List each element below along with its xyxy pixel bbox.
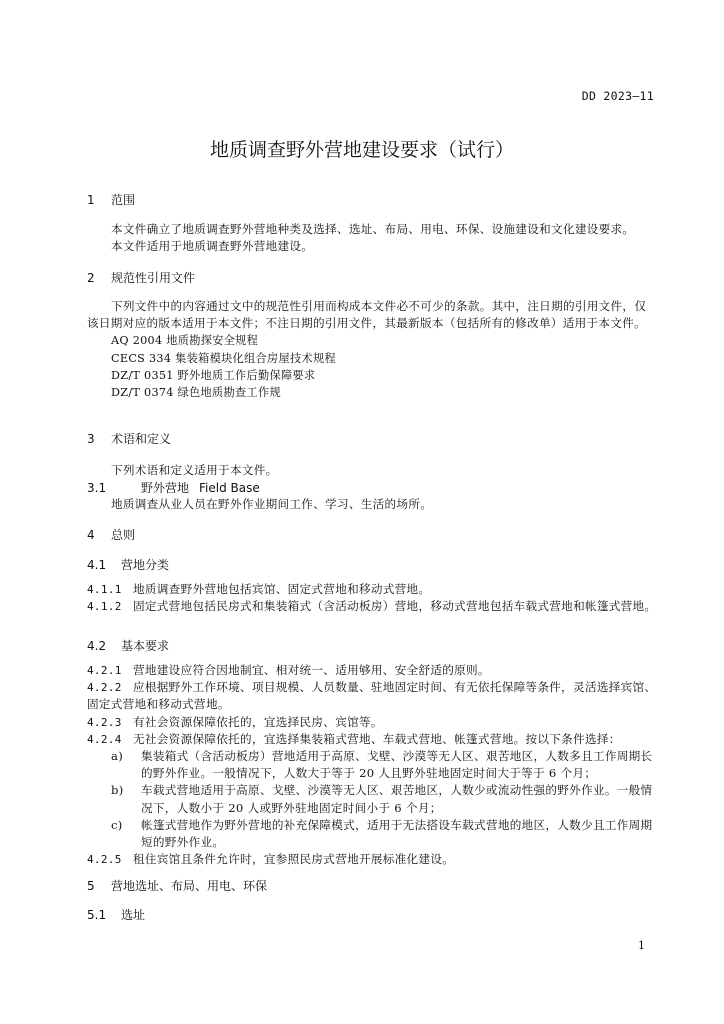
section-2-body [87,298,658,401]
list-item [87,817,658,851]
subsection-4-2-heading [87,637,658,655]
subsection-4-1-body [87,581,658,615]
reference-item: DZ/T 0374 绿色地质勘查工作规 [111,386,281,400]
clause [87,851,658,868]
reference-item: AQ 2004 地质勘探安全规程 [111,334,259,348]
clause-number: 4.2.2 [87,681,122,695]
paragraph: 本文件确立了地质调查野外营地种类及选择、选址、布局、用电、环保、设施建设和文化建设要求。 [111,222,635,236]
section-3-heading [87,430,658,448]
term-english: Field Base [199,481,260,496]
clause-number: 4.2.5 [87,853,122,867]
section-number: 1 [87,193,95,207]
clause-text: 无社会资源保障依托的，宜选择集装箱式营地、车载式营地、帐篷式营地。按以下条件选择： [133,731,621,746]
section-3-body [87,462,658,513]
clause [87,598,658,615]
subsection-number: 4.2 [87,639,107,653]
clause [87,662,658,679]
clause-number: 4.2.4 [87,732,122,746]
clause-number: 4.1.1 [87,583,122,596]
doc-title: 地质调查野外营地建设要求（试行） [209,139,514,161]
list-item-text: 帐篷式营地作为野外营地的补充保障模式，适用于无法搭设车载式营地的地区，人数少且工作周期短的野外作业。 [141,817,653,850]
list-item [87,782,658,816]
paragraph: 下列术语和定义适用于本文件。 [111,463,278,477]
subsection-4-2-body [87,662,658,868]
section-title: 规范性引用文件 [111,271,196,285]
list-item-text: 集装箱式（含活动板房）营地适用于高原、戈壁、沙漠等无人区、艰苦地区，人数多且工作周期长的野外作业。一般情况下，人数大于等于 20 人且野外驻地固定时间大于等于 6 个月； [141,749,653,781]
list-item-label: b) [111,783,124,798]
subsection-5-1-heading [87,906,658,924]
section-1-heading [87,191,658,209]
clause-text: 租住宾馆且条件允许时，宜参照民房式营地开展标准化建设。 [133,852,455,867]
section-5-heading [87,877,658,895]
clause-text: 地质调查野外营地包括宾馆、固定式营地和移动式营地。 [133,582,431,596]
subsection-title: 营地分类 [121,558,170,572]
section-title: 营地选址、布局、用电、环保 [111,879,268,893]
reference-item: CECS 334 集装箱模块化组合房屋技术规程 [111,351,336,365]
paragraph: 本文件适用于地质调查野外营地建设。 [111,239,314,254]
list-item-text: 车载式营地适用于高原、戈壁、沙漠等无人区、艰苦地区，人数少或流动性强的野外作业。一般情况下，人数小于 20 人或野外驻地固定时间小于 6 个月； [141,783,653,815]
term-chinese: 野外营地 [141,481,190,496]
paragraph: 下列文件中的内容通过文中的规范性引用而构成本文件必不可少的条款。其中，注日期的引用文件，仅该日期对应的版本适用于本文件；不注日期的引用文件，其最新版本（包括所有的修改单）适用于本文件。 [87,299,647,331]
list-item [87,748,658,782]
page-number: 1 [638,939,645,952]
term-definition: 地质调查从业人员在野外作业期间工作、学习、生活的场所。 [111,497,433,512]
section-title: 范围 [111,193,136,207]
term-number: 3.1 [87,481,107,496]
section-number: 3 [87,432,95,446]
clause-text: 应根据野外工作环境、项目规模、人员数量、驻地固定时间、有无依托保障等条件，灵活选择宾馆、固定式营地和移动式营地。 [87,680,657,712]
subsection-4-1-heading [87,556,658,574]
section-2-heading [87,269,658,287]
section-4-heading [87,526,658,544]
clause-text: 固定式营地包括民房式和集装箱式（含活动板房）营地，移动式营地包括车载式营地和帐篷式营地。 [133,599,657,614]
reference-item: DZ/T 0351 野外地质工作后勤保障要求 [111,368,316,382]
clause [87,679,658,713]
term-heading [87,479,658,496]
section-number: 5 [87,879,95,893]
clause-number: 4.1.2 [87,600,122,614]
clause [87,714,658,731]
subsection-title: 选址 [121,908,146,922]
section-1-body [87,221,658,255]
list-item-label: a) [111,749,124,764]
clause-text: 营地建设应符合因地制宜、相对统一、适用够用、安全舒适的原则。 [133,663,490,677]
section-number: 4 [87,528,95,542]
section-number: 2 [87,271,95,285]
section-title: 总则 [111,528,136,542]
clause-number: 4.2.1 [87,664,122,677]
clause-text: 有社会资源保障依托的，宜选择民房、宾馆等。 [133,714,383,729]
clause [87,731,658,748]
subsection-number: 5.1 [87,908,107,922]
clause-number: 4.2.3 [87,715,122,729]
doc-code: DD 2023—11 [581,89,654,103]
subsection-number: 4.1 [87,558,107,572]
section-title: 术语和定义 [111,432,172,446]
list-item-label: c) [111,817,123,832]
subsection-title: 基本要求 [121,639,170,653]
clause [87,581,658,598]
